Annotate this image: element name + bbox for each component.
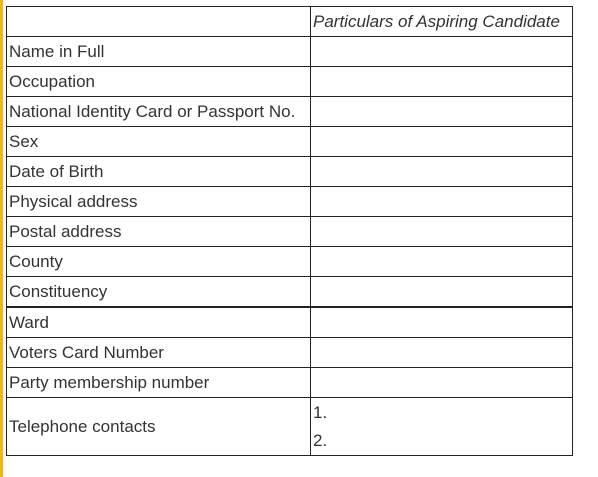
row-value-voters-card[interactable] <box>311 338 573 368</box>
row-label-telephone: Telephone contacts <box>7 398 311 456</box>
row-value-county[interactable] <box>311 247 573 277</box>
table-row <box>7 338 573 368</box>
table-row <box>7 368 573 398</box>
header-particulars-cell: Particulars of Aspiring Candidate <box>311 7 573 37</box>
row-label-constituency: Constituency <box>7 277 311 308</box>
table-row <box>7 187 573 217</box>
row-value-date-of-birth[interactable] <box>311 157 573 187</box>
row-label-date-of-birth: Date of Birth <box>7 157 311 187</box>
row-value-name-in-full[interactable] <box>311 37 573 67</box>
row-value-constituency[interactable] <box>311 277 573 308</box>
table-row <box>7 67 573 97</box>
table-row-telephone <box>7 398 573 456</box>
row-value-ward[interactable] <box>311 307 573 338</box>
row-label-voters-card: Voters Card Number <box>7 338 311 368</box>
row-label-occupation: Occupation <box>7 67 311 97</box>
row-label-party-membership: Party membership number <box>7 368 311 398</box>
row-value-physical-address[interactable] <box>311 187 573 217</box>
table-header-row <box>7 7 573 37</box>
candidate-particulars-table <box>6 6 573 456</box>
row-value-sex[interactable] <box>311 127 573 157</box>
row-label-ward: Ward <box>7 307 311 338</box>
header-label-cell <box>7 7 311 37</box>
row-value-postal-address[interactable] <box>311 217 573 247</box>
row-value-telephone[interactable] <box>311 398 573 456</box>
row-label-county: County <box>7 247 311 277</box>
table-row <box>7 247 573 277</box>
row-value-occupation[interactable] <box>311 67 573 97</box>
left-accent-bar <box>0 0 3 477</box>
telephone-line-1: 1. <box>313 402 328 422</box>
row-label-id-passport: National Identity Card or Passport No. <box>7 97 311 127</box>
row-label-postal-address: Postal address <box>7 217 311 247</box>
row-label-physical-address: Physical address <box>7 187 311 217</box>
row-value-party-membership[interactable] <box>311 368 573 398</box>
row-label-sex: Sex <box>7 127 311 157</box>
row-label-name-in-full: Name in Full <box>7 37 311 67</box>
table-row <box>7 37 573 67</box>
table-row <box>7 307 573 338</box>
telephone-line-2: 2. <box>313 430 328 450</box>
table-row <box>7 157 573 187</box>
table-row <box>7 277 573 308</box>
table-row <box>7 217 573 247</box>
table-row <box>7 127 573 157</box>
table-row <box>7 97 573 127</box>
row-value-id-passport[interactable] <box>311 97 573 127</box>
